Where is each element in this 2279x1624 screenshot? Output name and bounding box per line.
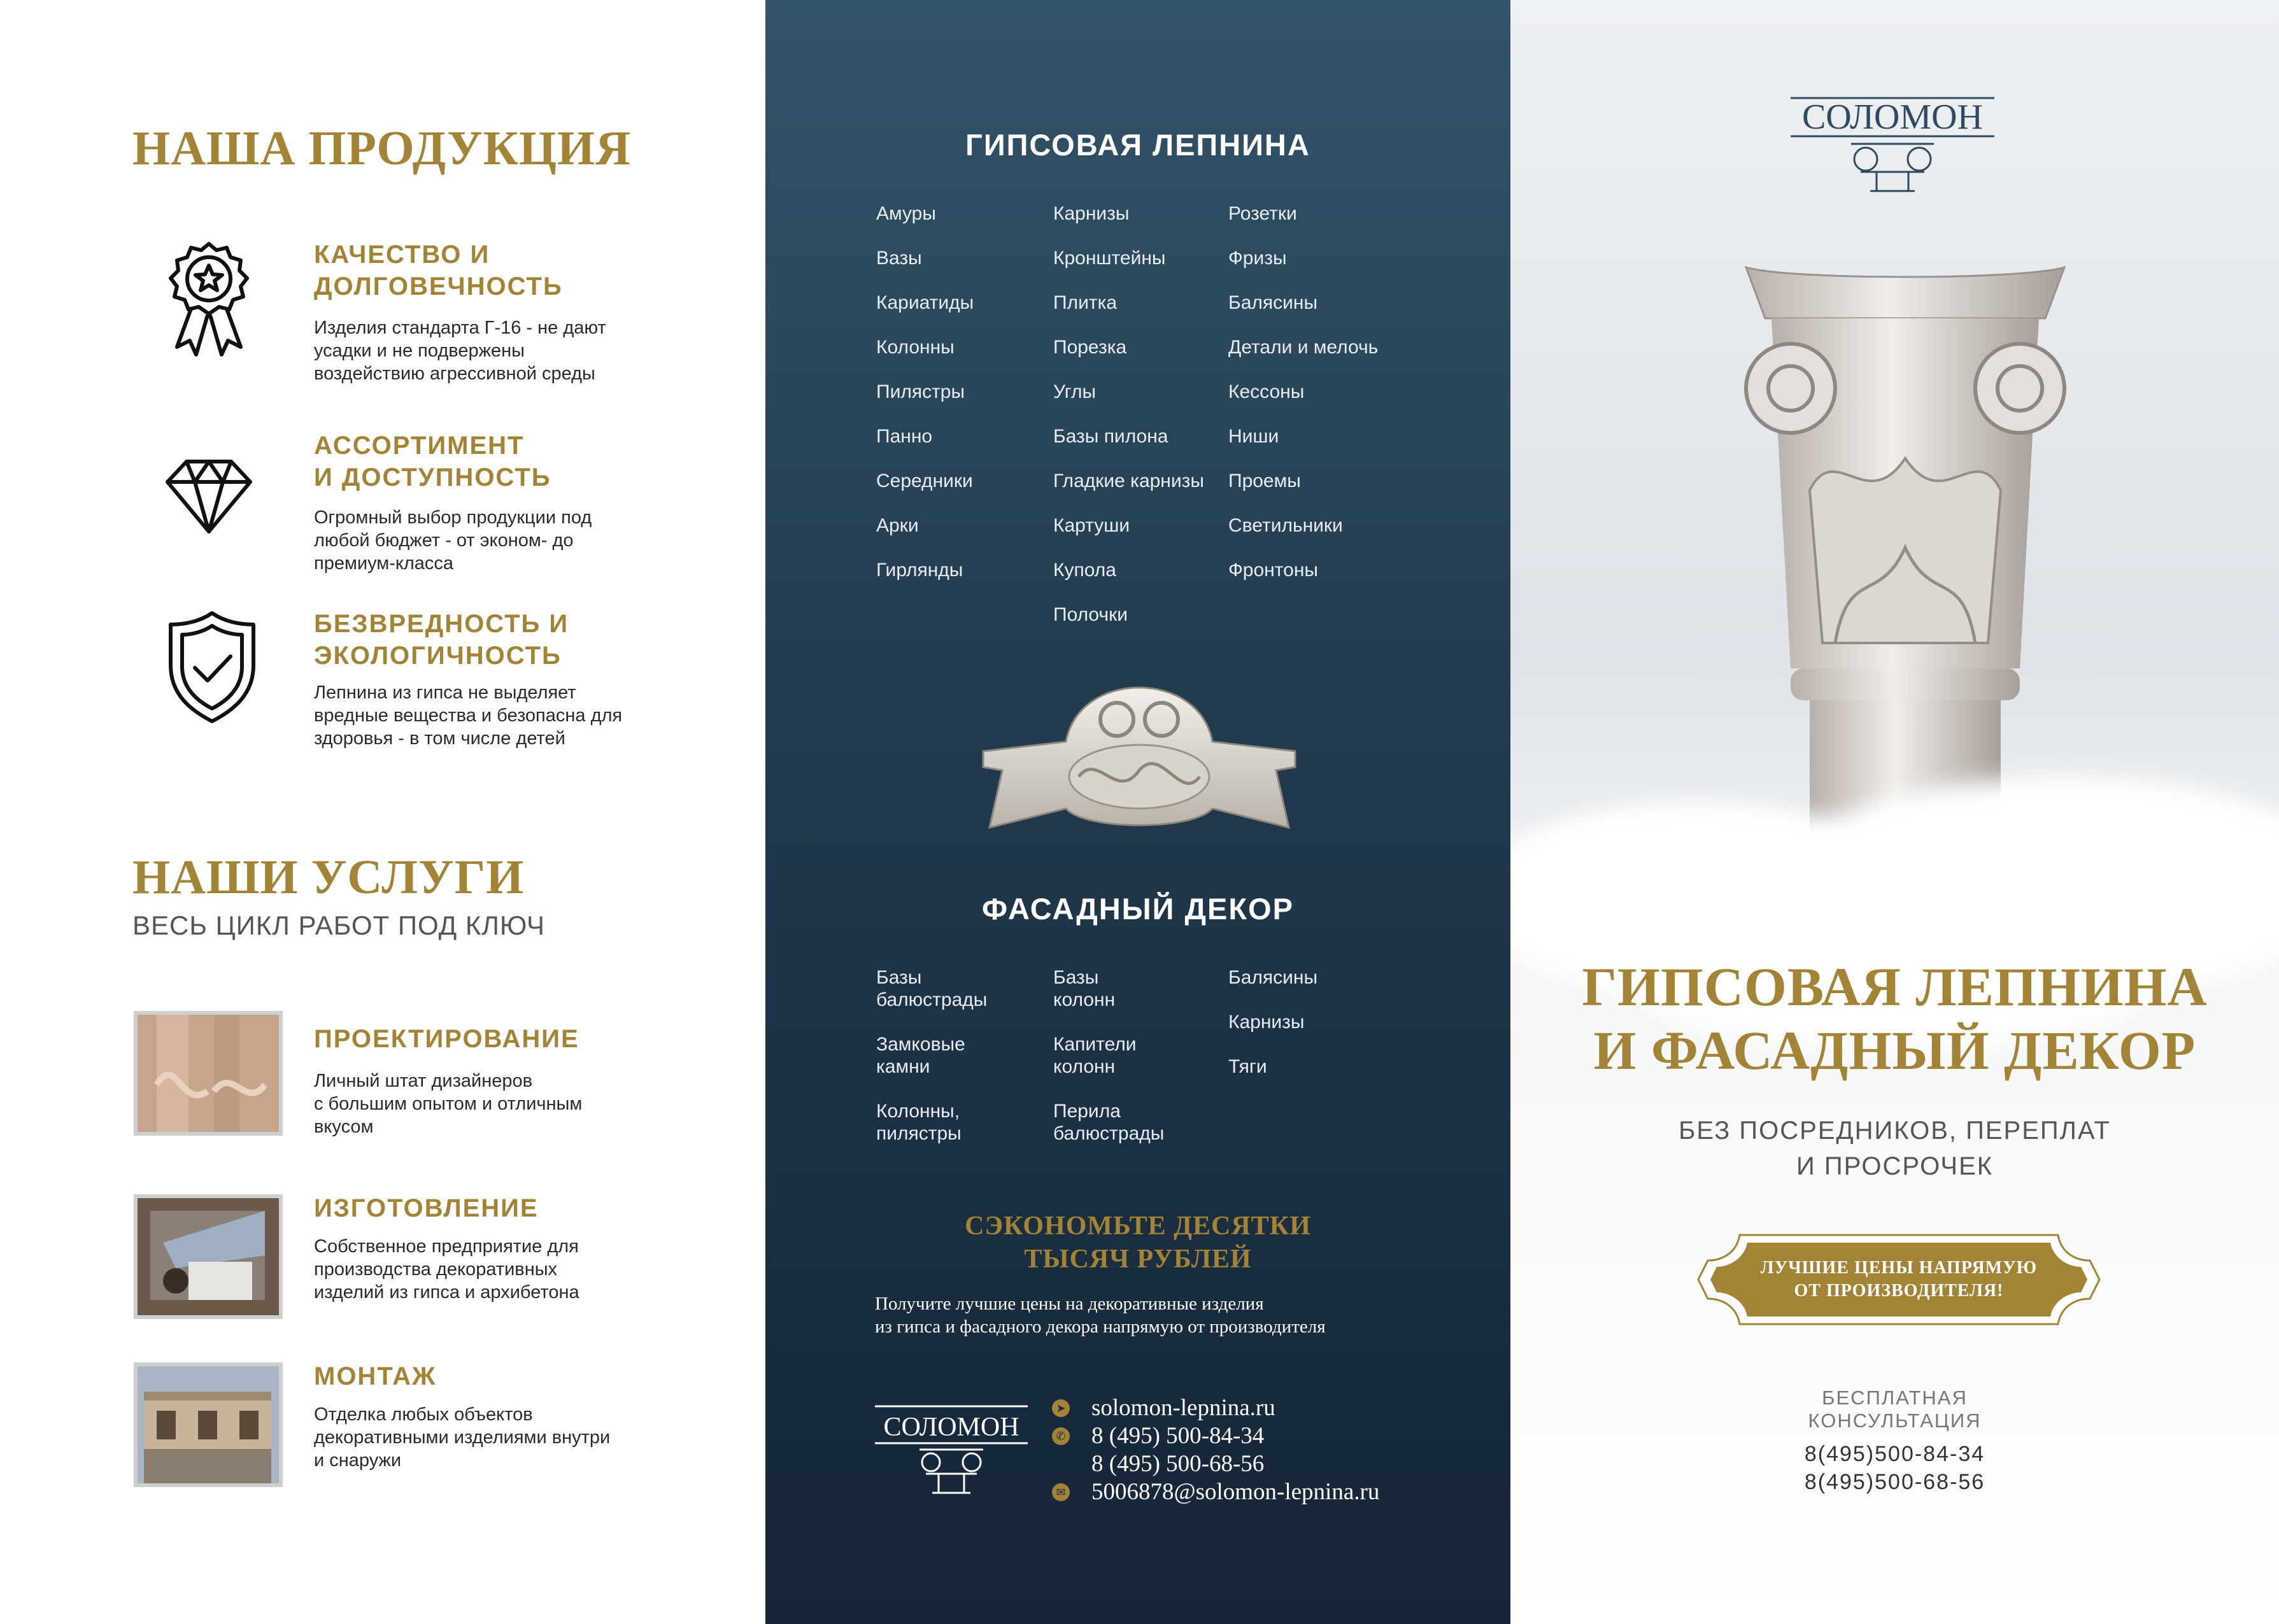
award-ribbon-icon: [158, 239, 260, 360]
list-item: Ниши: [1228, 426, 1279, 447]
list-item: Середники: [876, 470, 973, 491]
service-title: ИЗГОТОВЛЕНИЕ: [314, 1194, 539, 1222]
list-item: Полочки: [1053, 604, 1128, 625]
plaster-list-col1: [876, 202, 974, 604]
list-item: Базы колонн: [1053, 967, 1116, 1010]
company-logo: [1791, 95, 1994, 197]
hero-subtitle: БЕЗ ПОСРЕДНИКОВ, ПЕРЕПЛАТ И ПРОСРОЧЕК: [1679, 1117, 2111, 1180]
hero-headline: ГИПСОВАЯ ЛЕПНИНА И ФАСАДНЫЙ ДЕКОР: [1582, 956, 2208, 1081]
feature-title: АССОРТИМЕНТ И ДОСТУПНОСТЬ: [314, 432, 551, 491]
facade-list-col1: [876, 966, 987, 1167]
list-item: Капители колонн: [1053, 1034, 1137, 1077]
plaster-title: ГИПСОВАЯ ЛЕПНИНА: [965, 128, 1310, 162]
list-item: Панно: [876, 426, 933, 447]
list-item: Проемы: [1228, 470, 1301, 491]
logo-capital-icon: [875, 1404, 1028, 1499]
service-text: Отделка любых объектов декоративными изделиями внутри и снаружи: [314, 1404, 611, 1471]
shield-check-icon: [164, 608, 266, 729]
service-title: ПРОЕКТИРОВАНИЕ: [314, 1025, 579, 1053]
list-item: Купола: [1053, 560, 1116, 581]
list-item: Гладкие карнизы: [1053, 470, 1204, 491]
products-title: НАША ПРОДУКЦИЯ: [132, 122, 631, 175]
list-item: Пилястры: [876, 381, 965, 402]
feature-title: БЕЗВРЕДНОСТЬ И ЭКОЛОГИЧНОСТЬ: [314, 610, 569, 670]
svg-text:СОЛОМОН: СОЛОМОН: [883, 1413, 1019, 1442]
right-panel: [1510, 0, 2279, 1624]
feature-safety: [132, 608, 706, 767]
list-item: Базы пилона: [1053, 426, 1168, 447]
list-item: Карнизы: [1228, 1012, 1305, 1033]
service-design: [134, 1011, 739, 1138]
list-item: Порезка: [1053, 337, 1127, 358]
facade-list-col2: [1053, 966, 1164, 1167]
diamond-icon: [158, 436, 260, 557]
list-item: Плитка: [1053, 292, 1118, 313]
cursor-icon: ➤: [1052, 1399, 1070, 1417]
phone-number[interactable]: 8(495)500-68-56: [1804, 1470, 1985, 1494]
free-consultation-label: БЕСПЛАТНАЯ КОНСУЛЬТАЦИЯ: [1808, 1387, 1982, 1432]
feature-title: КАЧЕСТВО И ДОЛГОВЕЧНОСТЬ: [314, 241, 563, 300]
design-photo: [134, 1011, 283, 1136]
list-item: Углы: [1053, 381, 1097, 402]
services-subtitle: ВЕСЬ ЦИКЛ РАБОТ ПОД КЛЮЧ: [132, 910, 545, 940]
list-item: Розетки: [1228, 203, 1297, 224]
feature-quality: [132, 239, 706, 398]
facade-title: ФАСАДНЫЙ ДЕКОР: [982, 892, 1294, 926]
left-panel: [0, 0, 765, 1624]
list-item: Вазы: [876, 248, 922, 269]
list-item: Картуши: [1053, 515, 1130, 536]
services-title: НАШИ УСЛУГИ: [132, 851, 525, 904]
service-text: Собственное предприятие для производства декоративных изделий из гипса и архибетона: [314, 1236, 579, 1303]
badge-text: ЛУЧШИЕ ЦЕНЫ НАПРЯМУЮ ОТ ПРОИЗВОДИТЕЛЯ!: [1760, 1258, 2038, 1301]
list-item: Тяги: [1228, 1056, 1267, 1077]
feature-text: Изделия стандарта Г-16 - не дают усадки и не подвержены воздействию агрессивной среды: [314, 318, 606, 384]
phone-number[interactable]: 8(495)500-84-34: [1804, 1442, 1985, 1466]
list-item: Фронтоны: [1228, 560, 1318, 581]
list-item: Балясины: [1228, 292, 1318, 313]
installation-photo: [134, 1362, 283, 1487]
company-logo: [875, 1404, 1028, 1499]
list-item: Арки: [876, 515, 919, 536]
list-item: Кариатиды: [876, 292, 974, 313]
list-item: Балясины: [1228, 967, 1318, 988]
list-item: Фризы: [1228, 248, 1287, 269]
feature-assortment: [132, 430, 706, 589]
list-item: Светильники: [1228, 515, 1343, 536]
envelope-icon: ✉: [1052, 1483, 1070, 1501]
plaster-list-col3: [1228, 202, 1378, 604]
list-item: Колонны: [876, 337, 955, 358]
svg-text:СОЛОМОН: СОЛОМОН: [1801, 97, 1984, 137]
middle-panel: ГИПСОВАЯ ЛЕПНИНА Амуры Вазы Кариатиды Колонны Пилястры Панно Середники Арки Гирлянды Карнизы Кронштейны Плитка Порезка Углы Базы пилона Гладкие карнизы Картуши Купола Полочки Розетки Фризы Балясины Детали и мелочь Кессоны Ниши Проемы Светильники Фронтоны ФАСАДНЫЙ ДЕКОР Базы балюстрады Замковые камни Колонны, пилястры Базы колонн Капители колонн Перила балюстрады Балясины Карнизы Тяги СЭКОНОМЬТЕ ДЕСЯТКИ ТЫСЯЧ РУБЛЕЙ Получите лучшие цены на декоративные изделия из гипса и фасадного декора напрямую от производителя СОЛОМОН ➤ solomon-lepnina.ru ✆ 8 (495) 500-84-34 8 (495) 500-68-56 ✉ 5006878@solomon-lepnina.ru: [765, 0, 1510, 1624]
list-item: Детали и мелочь: [1228, 337, 1379, 358]
list-item: Кронштейны: [1053, 248, 1166, 269]
list-item: Перила балюстрады: [1053, 1101, 1165, 1144]
best-price-badge[interactable]: [1695, 1222, 2103, 1337]
service-text: Личный штат дизайнеров с большим опытом и отличным вкусом: [314, 1071, 583, 1137]
list-item: Кессоны: [1228, 381, 1305, 402]
promo-text: Получите лучшие цены на декоративные изделия из гипса и фасадного декора напрямую от производителя: [875, 1294, 1326, 1337]
manufacturing-photo: [134, 1194, 283, 1319]
facade-list-col3: [1228, 966, 1317, 1100]
list-item: Амуры: [876, 203, 936, 224]
service-title: МОНТАЖ: [314, 1362, 437, 1390]
promo-title: СЭКОНОМЬТЕ ДЕСЯТКИ ТЫСЯЧ РУБЛЕЙ: [965, 1211, 1311, 1274]
feature-text: Огромный выбор продукции под любой бюджет - от эконом- до премиум-класса: [314, 507, 592, 574]
plaster-list-col2: [1053, 202, 1204, 648]
service-installation: [134, 1362, 739, 1490]
list-item: Гирлянды: [876, 560, 963, 581]
pediment-ornament-image: [977, 681, 1302, 837]
list-item: Карнизы: [1053, 203, 1130, 224]
feature-text: Лепнина из гипса не выделяет вредные вещества и безопасна для здоровья - в том числе детей: [314, 682, 623, 749]
list-item: Базы балюстрады: [876, 967, 988, 1010]
list-item: Колонны, пилястры: [876, 1101, 962, 1144]
phone-icon: ✆: [1052, 1427, 1070, 1445]
list-item: Замковые камни: [876, 1034, 965, 1077]
service-manufacturing: [134, 1194, 739, 1322]
